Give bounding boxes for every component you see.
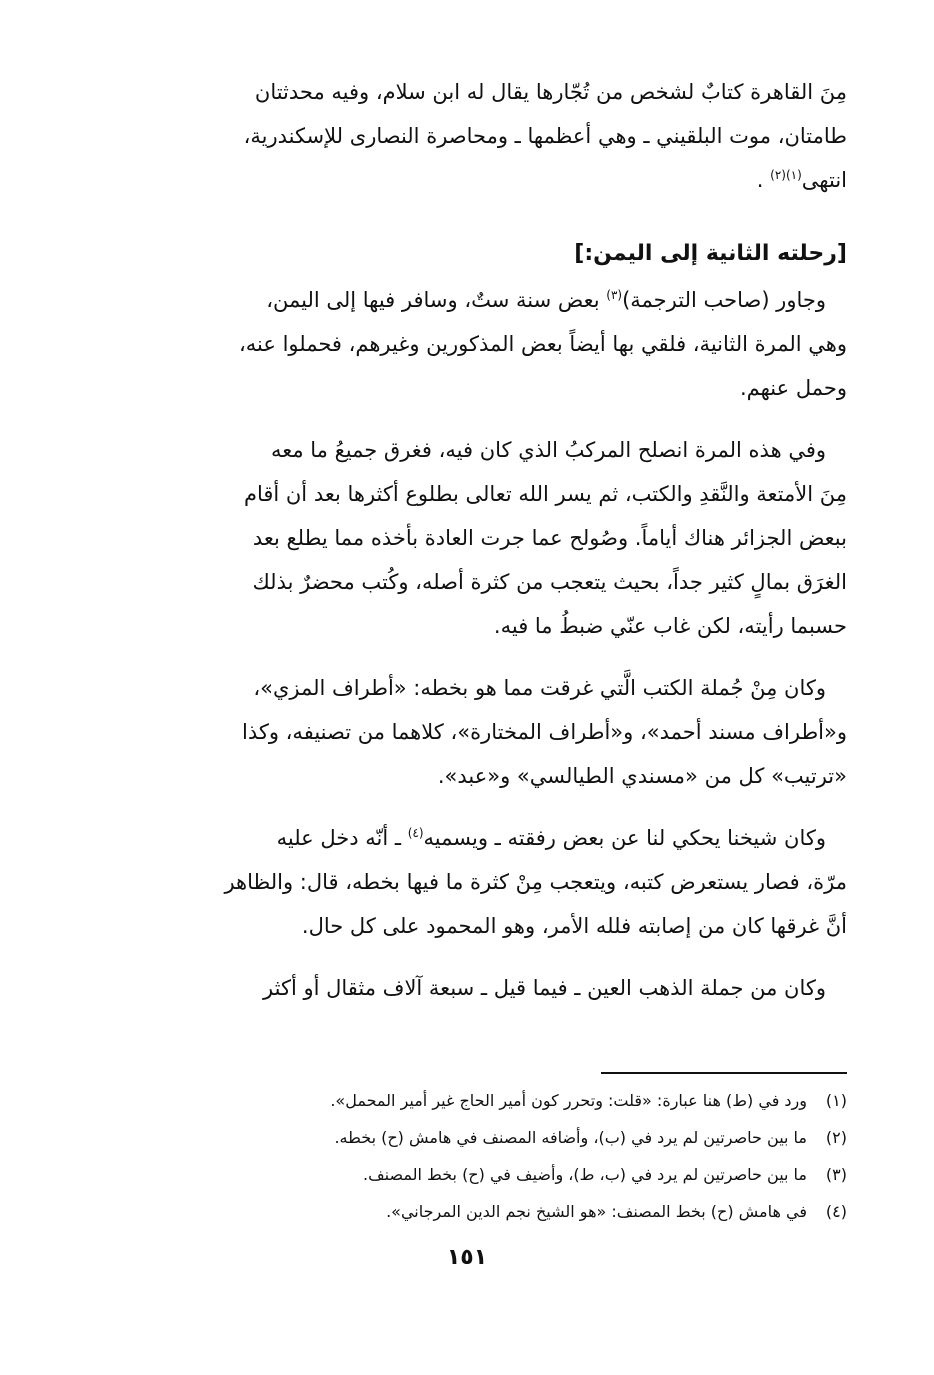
paragraph-3 [95,428,847,648]
text-fragment: ـ أنّه دخل عليه [276,826,408,850]
footnote-item [95,1156,847,1193]
text-line [95,278,847,322]
paragraph-1 [95,70,847,202]
footnote-ref[interactable]: (١)(٢) [770,168,802,182]
text-fragment: . [756,168,764,192]
text-line: مِنَ القاهرة كتابٌ لشخص من تُجّارها يقال له ابن سلام، وفيه محدثتان [254,80,847,104]
text-line: طامتان، موت البلقيني ـ وهي أعظمها ـ ومحاصرة النصارى للإسكندرية، [243,124,847,148]
footnote-item [95,1193,847,1230]
footnote-text: ما بين حاصرتين لم يرد في (ب، ط)، وأضيف في (ح) بخط المصنف. [363,1165,807,1184]
text-fragment: وجاور (صاحب الترجمة) [622,288,826,312]
text-line: مرّة، فصار يستعرض كتبه، ويتعجب مِنْ كثرة ما فيها بخطه، قال: والظاهر [224,870,847,894]
paragraph-6 [95,966,847,1010]
text-line [95,816,847,860]
text-line: أنَّ غرقها كان من إصابته فلله الأمر، وهو المحمود على كل حال. [301,914,847,938]
footnote-number: (٣) [825,1165,847,1184]
footnotes [95,1082,847,1230]
text-line [95,966,847,1010]
text-line: ببعض الجزائر هناك أياماً. وصُولح عما جرت العادة بأخذه مما يطلع بعد [252,526,847,550]
text-line [95,428,847,472]
page-body [95,70,847,1028]
text-line: الغرَق بمالٍ كثير جداً، بحيث يتعجب من كثرة أصله، وكُتب محضرٌ بذلك [252,570,847,594]
section-heading: [رحلته الثانية إلى اليمن:] [574,241,847,266]
text-fragment: وكان من جملة الذهب العين ـ فيما قيل ـ سبعة آلاف مثقال أو أكثر [263,976,826,1000]
text-line: وحمل عنهم. [739,376,847,400]
text-fragment: بعض سنة ستٌ، وسافر فيها إلى اليمن، [266,288,607,312]
paragraph-4 [95,666,847,798]
footnote-number: (٢) [825,1128,847,1147]
text-line: «ترتيب» كل من «مسندي الطيالسي» و«عبد». [437,764,847,788]
footnote-ref[interactable]: (٣) [606,288,623,302]
paragraph-5 [95,816,847,948]
text-fragment: انتهى [801,168,847,192]
footnote-text: ما بين حاصرتين لم يرد في (ب)، وأضافه المصنف في هامش (ح) بخطه. [334,1128,807,1147]
text-fragment: وكان مِنْ جُملة الكتب الَّتي غرقت مما هو بخطه: «أطراف المزي»، [253,676,826,700]
footnote-divider [601,1072,847,1074]
page-number: ١٥١ [446,1245,488,1270]
text-line [95,666,847,710]
paragraph-2 [95,278,847,410]
text-line: حسبما رأيته، لكن غاب عنّي ضبطُ ما فيه. [493,614,847,638]
text-line: مِنَ الأمتعة والنَّقدِ والكتب، ثم يسر الله تعالى بطلوع أكثرها بعد أن أقام [243,482,847,506]
text-line [95,158,847,202]
text-fragment: وكان شيخنا يحكي لنا عن بعض رفقته ـ ويسميه [423,826,826,850]
footnote-number: (٤) [825,1202,847,1221]
footnote-text: في هامش (ح) بخط المصنف: «هو الشيخ نجم الدين المرجاني». [386,1202,807,1221]
footnote-item [95,1082,847,1119]
text-fragment: وفي هذه المرة انصلح المركبُ الذي كان فيه، فغرق جميعُ ما معه [270,438,826,462]
text-line: و«أطراف مسند أحمد»، و«أطراف المختارة»، كلاهما من تصنيفه، وكذا [241,720,847,744]
footnote-ref[interactable]: (٤) [407,826,424,840]
footnote-number: (١) [825,1091,847,1110]
text-line: وهي المرة الثانية، فلقي بها أيضاً بعض المذكورين وغيرهم، فحملوا عنه، [238,332,847,356]
footnote-text: ورد في (ط) هنا عبارة: «قلت: وتحرر كون أمير الحاج غير أمير المحمل». [330,1091,807,1110]
footnote-item [95,1119,847,1156]
